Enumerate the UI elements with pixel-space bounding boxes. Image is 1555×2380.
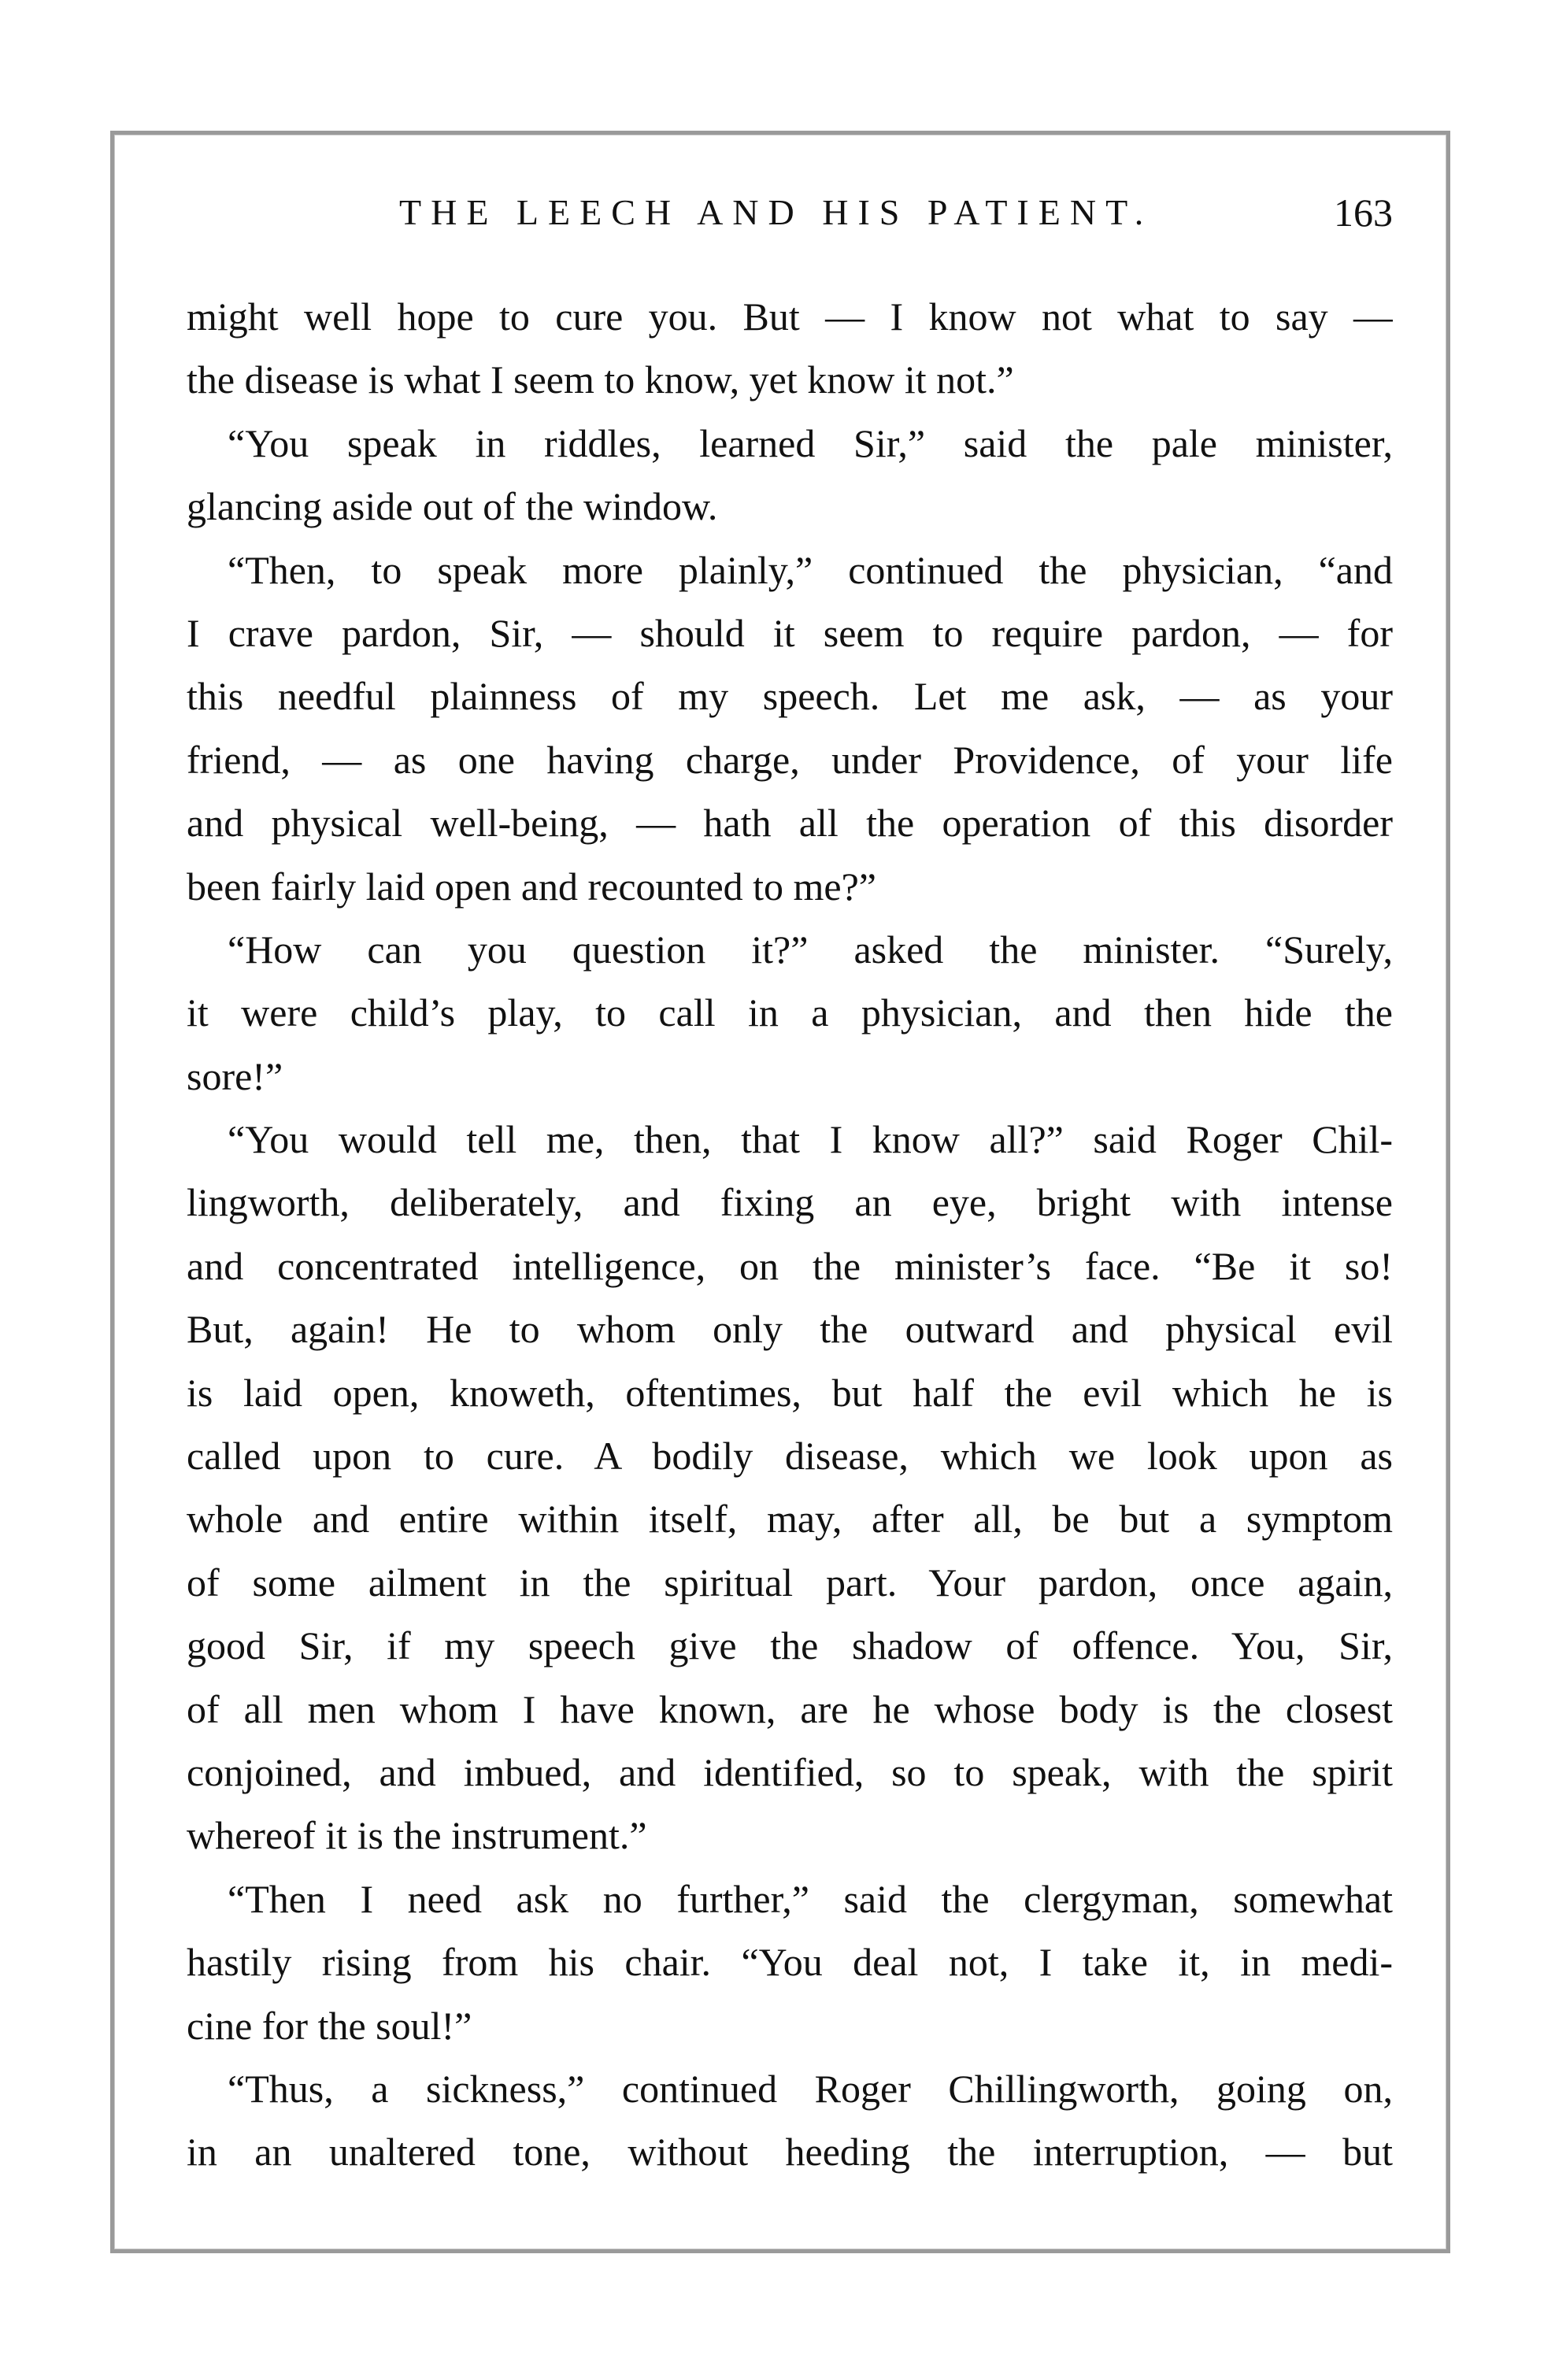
text-line: whereof it is the instrument.” xyxy=(187,1813,647,1858)
text-line: of all men whom I have known, are he whose body is the closest xyxy=(187,1686,1393,1731)
paragraph xyxy=(187,918,1393,1108)
paragraph xyxy=(187,1867,1393,2057)
text-line: lingworth, deliberately, and fixing an eye, bright with intense xyxy=(187,1180,1393,1225)
text-line: of some ailment in the spiritual part. Your pardon, once again, xyxy=(187,1560,1393,1605)
text-line: whole and entire within itself, may, after all, be but a symptom xyxy=(187,1497,1393,1542)
paragraph xyxy=(187,1108,1393,1867)
text-line: might well hope to cure you. But — I know not what to say — xyxy=(187,294,1393,339)
text-line: cine for the soul!” xyxy=(187,2003,472,2048)
text-line: glancing aside out of the window. xyxy=(187,484,718,529)
text-line: and concentrated intelligence, on the minister’s face. “Be it so! xyxy=(187,1243,1393,1288)
running-head xyxy=(187,189,1393,236)
text-line: “Then I need ask no further,” said the clergyman, somewhat xyxy=(228,1876,1393,1921)
text-line: “Thus, a sickness,” continued Roger Chillingworth, going on, xyxy=(228,2066,1393,2111)
text-line: But, again! He to whom only the outward and physical evil xyxy=(187,1307,1393,1352)
text-line: friend, — as one having charge, under Providence, of your life xyxy=(187,737,1393,782)
paragraph xyxy=(187,285,1393,412)
text-line: I crave pardon, Sir, — should it seem to require pardon, — for xyxy=(187,610,1393,655)
page-number: 163 xyxy=(1334,191,1393,235)
body-text xyxy=(187,285,1393,2184)
text-line: sore!” xyxy=(187,1053,283,1098)
paragraph xyxy=(187,2057,1393,2184)
text-line: “Then, to speak more plainly,” continued the physician, “and xyxy=(228,547,1393,592)
text-line: conjoined, and imbued, and identified, so to speak, with the spirit xyxy=(187,1749,1393,1794)
text-line: good Sir, if my speech give the shadow of offence. You, Sir, xyxy=(187,1623,1393,1668)
text-line: and physical well-being, — hath all the operation of this disorder xyxy=(187,801,1393,846)
text-line: the disease is what I seem to know, yet know it not.” xyxy=(187,357,1014,402)
text-line: “You speak in riddles, learned Sir,” said the pale minister, xyxy=(228,420,1393,465)
paragraph xyxy=(187,539,1393,918)
text-line: is laid open, knoweth, oftentimes, but half the evil which he is xyxy=(187,1370,1393,1415)
text-line: been fairly laid open and recounted to me?” xyxy=(187,864,877,909)
running-head-title: THE LEECH AND HIS PATIENT. xyxy=(399,192,1153,232)
text-line: this needful plainness of my speech. Let me ask, — as your xyxy=(187,674,1393,719)
text-line: “How can you question it?” asked the minister. “Surely, xyxy=(228,927,1393,972)
text-line: it were child’s play, to call in a physician, and then hide the xyxy=(187,990,1393,1035)
text-line: “You would tell me, then, that I know all?” said Roger Chil- xyxy=(228,1117,1393,1162)
text-line: hastily rising from his chair. “You deal not, I take it, in medi- xyxy=(187,1940,1393,1985)
text-line: called upon to cure. A bodily disease, which we look upon as xyxy=(187,1434,1393,1479)
text-line: in an unaltered tone, without heeding the interruption, — but xyxy=(187,2130,1393,2175)
paragraph xyxy=(187,412,1393,539)
